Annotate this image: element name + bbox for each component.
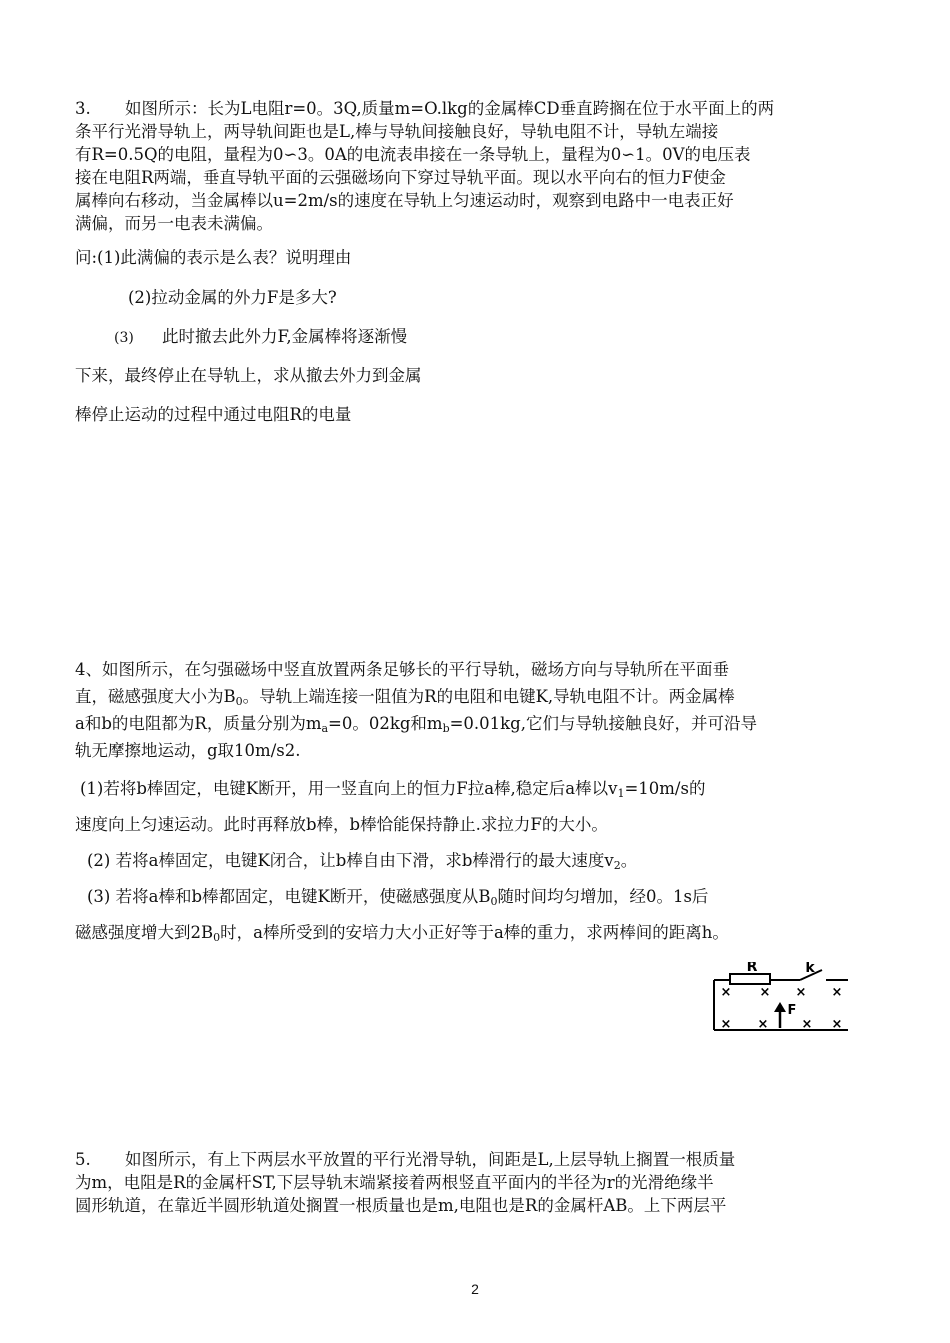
field-cross: ×	[757, 1017, 769, 1032]
q3-number: 3.	[75, 99, 91, 118]
q4-line-3-sub-1: a	[321, 722, 329, 735]
force-arrow-head	[774, 1002, 786, 1012]
q3-ask-3	[114, 326, 407, 349]
q3-ask-3-number: (3)	[114, 330, 134, 346]
q4-part-1-cont: 速度向上匀速运动。此时再释放b棒，b棒恰能保持静止.求拉力F的大小。	[75, 815, 608, 834]
q3-line-6: 满偏，而另一电表未满偏。	[75, 214, 273, 233]
q3-line-1	[75, 98, 774, 120]
field-cross: ×	[801, 1017, 813, 1032]
q4-line-3b: =0。02kg和m	[328, 714, 443, 733]
q4-part-1a: (1)若将b棒固定，电键K断开，用一竖直向上的恒力F拉a棒,稳定后a棒以v	[80, 779, 618, 798]
q3-line-4: 接在电阻R两端，垂直导轨平面的云强磁场向下穿过导轨平面。现以水平向右的恒力F使金	[75, 168, 726, 187]
q5-line-1	[75, 1149, 735, 1171]
field-cross: ×	[720, 985, 732, 1000]
q3-ask-1: 问:(1)此满偏的表示是么表？说明理由	[75, 248, 352, 267]
q5-line-3: 圆形轨道，在靠近半圆形轨道处搁置一根质量也是m,电阻也是R的金属杆AB。上下两层平	[75, 1196, 727, 1215]
q5-line-2: 为m，电阻是R的金属杆ST,下层导轨末端紧接着两根竖直平面内的半径为r的光滑绝缘半	[75, 1173, 714, 1192]
q4-part-2b: 。	[620, 851, 638, 870]
label-k: k	[805, 962, 815, 976]
q3-ask-2: (2)拉动金属的外力F是多大?	[128, 288, 337, 307]
q4-line-3a: a和b的电阻都为R，质量分别为m	[75, 714, 322, 733]
q4-part-1-sub: 1	[617, 787, 625, 800]
page-number: 2	[471, 1281, 479, 1297]
q4-line-4: 轨无摩擦地运动，g取10m/s2.	[75, 741, 301, 760]
q4-part-3d: 时，a棒所受到的安培力大小正好等于a棒的重力，求两棒间的距离h。	[220, 923, 729, 942]
field-cross: ×	[795, 985, 807, 1000]
q4-line-2a: 直，磁感强度大小为B	[75, 687, 236, 706]
q3-ask-3-text: 此时撤去此外力F,金属棒将逐渐慢	[162, 327, 408, 346]
resistor-R	[730, 974, 770, 984]
q4-part-3a: (3) 若将a棒和b棒都固定，电键K断开，使磁感强度从B	[87, 887, 491, 906]
q4-part-2	[87, 850, 637, 877]
q4-line-2-sub: 0	[235, 695, 243, 708]
field-cross: ×	[831, 985, 843, 1000]
q4-line-2	[75, 686, 735, 713]
q4-circuit-figure	[708, 962, 853, 1034]
q3-line-2: 条平行光滑导轨上，两导轨间距也是L,棒与导轨间接触良好，导轨电阻不计，导轨左端接	[75, 122, 719, 141]
q3-line-3: 有R=0.5Q的电阻，量程为0∽3。0A的电流表串接在一条导轨上，量程为0∽1。0V的电压表	[75, 145, 751, 164]
label-F: F	[787, 1003, 797, 1018]
q3-ask-3-cont-1: 下来，最终停止在导轨上，求从撤去外力到金属	[75, 366, 422, 385]
q4-line-3-sub-2: b	[442, 722, 450, 735]
q4-line-3c: =0.01kg,它们与导轨接触良好，并可沿导	[449, 714, 757, 733]
q3-text-1: 如图所示：长为L电阻r=0。3Q,质量m=O.lkg的金属棒CD垂直跨搁在位于水平面上的两	[125, 99, 775, 118]
q4-part-3c: 磁感强度增大到2B	[75, 923, 214, 942]
q4-part-1b: =10m/s的	[624, 779, 706, 798]
q5-number: 5.	[75, 1150, 91, 1169]
q4-line-3	[75, 713, 757, 740]
q3-line-5: 属棒向右移动，当金属棒以u=2m/s的速度在导轨上匀速运动时，观察到电路中一电表正好	[75, 191, 734, 210]
q4-part-3	[87, 886, 708, 913]
q3-ask-3-cont-2: 棒停止运动的过程中通过电阻R的电量	[75, 405, 352, 424]
field-cross: ×	[831, 1017, 843, 1032]
field-cross: ×	[720, 1017, 732, 1032]
q4-line-1: 4、如图所示，在匀强磁场中竖直放置两条足够长的平行导轨，磁场方向与导轨所在平面垂	[75, 660, 729, 679]
q4-part-3-sub-2: 0	[213, 931, 221, 944]
field-cross: ×	[759, 985, 771, 1000]
q5-text-1: 如图所示，有上下两层水平放置的平行光滑导轨，间距是L,上层导轨上搁置一根质量	[125, 1150, 736, 1169]
q4-part-3-cont	[75, 922, 729, 949]
label-R: R	[746, 962, 758, 975]
q4-part-1	[80, 778, 705, 805]
q4-line-2b: 。导轨上端连接一阻值为R的电阻和电键K,导轨电阻不计。两金属棒	[242, 687, 735, 706]
q4-part-3-sub: 0	[490, 895, 498, 908]
q4-part-3b: 随时间均匀增加，经0。1s后	[497, 887, 709, 906]
q4-part-2a: (2) 若将a棒固定，电键K闭合，让b棒自由下滑，求b棒滑行的最大速度v	[87, 851, 614, 870]
q4-part-2-sub: 2	[613, 859, 621, 872]
